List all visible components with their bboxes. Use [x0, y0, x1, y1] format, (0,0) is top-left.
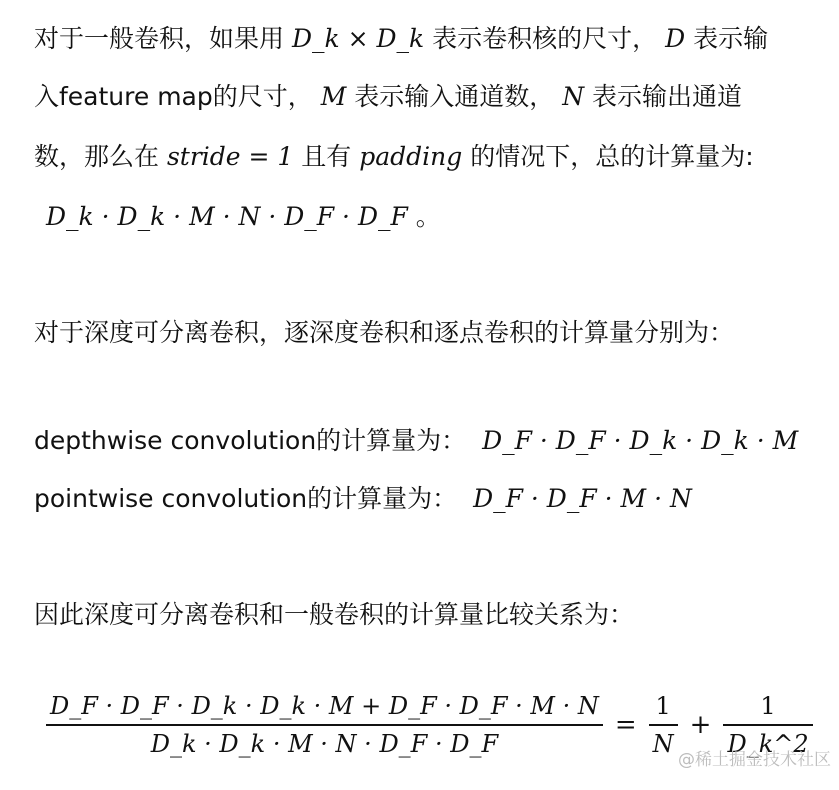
pointwise-line — [34, 482, 692, 516]
term2-numerator: 1 — [760, 692, 776, 720]
text-segment: 。 — [407, 202, 441, 231]
depthwise-line — [34, 424, 798, 458]
m-math: M — [320, 82, 347, 111]
para1-line1 — [34, 22, 768, 56]
stride-math: stride = 1 — [166, 142, 294, 171]
n-math: N — [562, 82, 585, 111]
text-segment: 入feature map的尺寸， — [34, 82, 321, 111]
para1-line2 — [34, 80, 742, 114]
pointwise-label: pointwise convolution的计算量为： — [34, 484, 458, 513]
text-segment: 表示输 — [685, 24, 769, 53]
main-denominator: D_k · D_k · M · N · D_F · D_F — [150, 730, 499, 758]
pointwise-formula: D_F · D_F · M · N — [473, 484, 692, 513]
text-segment: 数，那么在 — [34, 142, 167, 171]
term2-denominator: D_k^2 — [727, 730, 809, 758]
standard-conv-cost-math: D_k · D_k · M · N · D_F · D_F — [46, 202, 408, 231]
term1-fraction — [649, 692, 678, 758]
term1-numerator: 1 — [655, 692, 671, 720]
plus-sign: + — [689, 710, 712, 740]
padding-math: padding — [359, 142, 463, 171]
para2: 对于深度可分离卷积，逐深度卷积和逐点卷积的计算量分别为： — [34, 318, 735, 347]
kernel-size-math: D_k × D_k — [291, 24, 425, 53]
text-segment: 且有 — [293, 142, 360, 171]
text-segment: 表示卷积核的尺寸， — [424, 24, 666, 53]
para3: 因此深度可分离卷积和一般卷积的计算量比较关系为： — [34, 600, 635, 629]
depthwise-label: depthwise convolution的计算量为： — [34, 426, 467, 455]
term1-denominator: N — [652, 730, 674, 758]
d-math: D — [665, 24, 686, 53]
text-segment: 表示输出通道 — [584, 82, 743, 111]
main-fraction — [46, 692, 603, 758]
watermark: @稀土掘金技术社区 — [678, 750, 831, 770]
para1-line3 — [34, 140, 754, 174]
depthwise-formula: D_F · D_F · D_k · D_k · M — [482, 426, 799, 455]
text-segment: 表示输入通道数， — [346, 82, 563, 111]
text-segment: 对于一般卷积，如果用 — [34, 24, 292, 53]
equals-sign: = — [614, 710, 637, 740]
text-segment: 的情况下，总的计算量为: — [462, 142, 754, 171]
para1-line4 — [46, 200, 441, 234]
main-numerator: D_F · D_F · D_k · D_k · M + D_F · D_F · M · N — [50, 692, 599, 720]
